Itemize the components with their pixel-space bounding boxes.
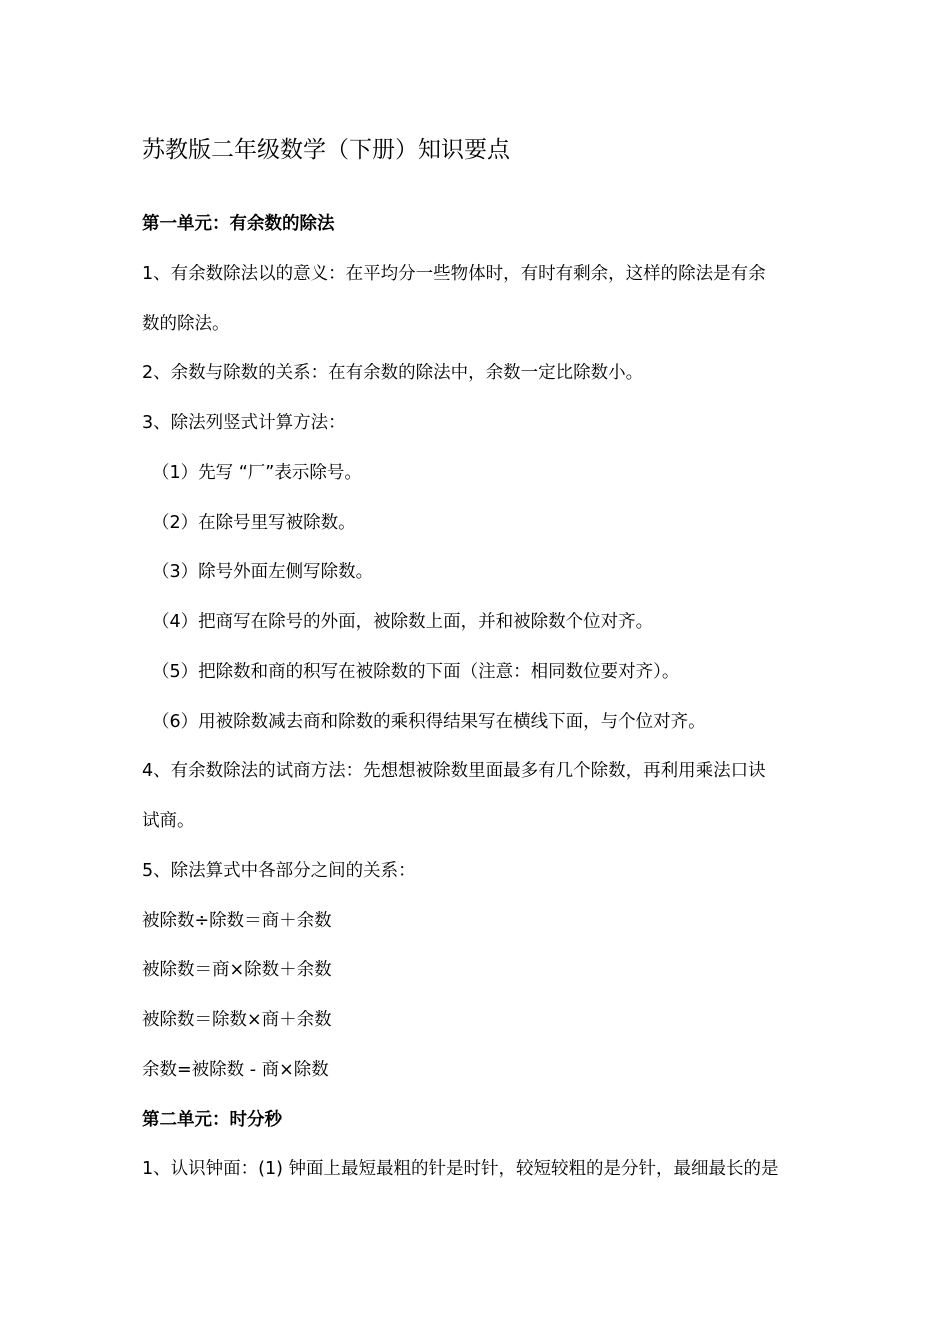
unit2-heading: 第二单元：时分秒 [142,1109,282,1130]
unit1-point4-line2: 试商。 [142,811,195,831]
unit1-point5: 5、除法算式中各部分之间的关系： [142,860,416,881]
unit1-point2: 2、余数与除数的关系：在有余数的除法中，余数一定比除数小。 [142,363,644,384]
unit1-point4-line1: 4、有余数除法的试商方法：先想想被除数里面最多有几个除数，再利用乘法口诀 [142,761,766,782]
unit1-point1-line1: 1、有余数除法以的意义：在平均分一些物体时，有时有剩余，这样的除法是有余 [142,263,766,284]
division-step-1: （1）先写 “厂”表示除号。 [152,462,362,483]
division-formula-4: 余数=被除数 - 商×除数 [142,1059,329,1080]
division-formula-3: 被除数＝除数×商＋余数 [142,1010,332,1030]
unit1-point1-line2: 数的除法。 [142,313,230,334]
unit2-point1-line1: 1、认识钟面：(1) 钟面上最短最粗的针是时针，较短较粗的是分针，最细最长的是 [142,1159,779,1180]
division-step-4: （4）把商写在除号的外面，被除数上面，并和被除数个位对齐。 [152,612,654,632]
division-formula-2: 被除数＝商×除数＋余数 [142,960,332,981]
division-step-6: （6）用被除数减去商和除数的乘积得结果写在横线下面，与个位对齐。 [152,711,706,732]
unit1-heading: 第一单元：有余数的除法 [142,214,335,234]
document-body [142,200,822,1195]
unit1-point3: 3、除法列竖式计算方法： [142,413,346,433]
division-formula-1: 被除数÷除数＝商＋余数 [142,910,332,931]
division-step-3: （3）除号外面左侧写除数。 [152,562,374,583]
division-step-2: （2）在除号里写被除数。 [152,512,356,533]
division-step-5: （5）把除数和商的积写在被除数的下面（注意：相同数位要对齐）。 [152,661,680,682]
document-title: 苏教版二年级数学（下册）知识要点 [142,137,510,163]
